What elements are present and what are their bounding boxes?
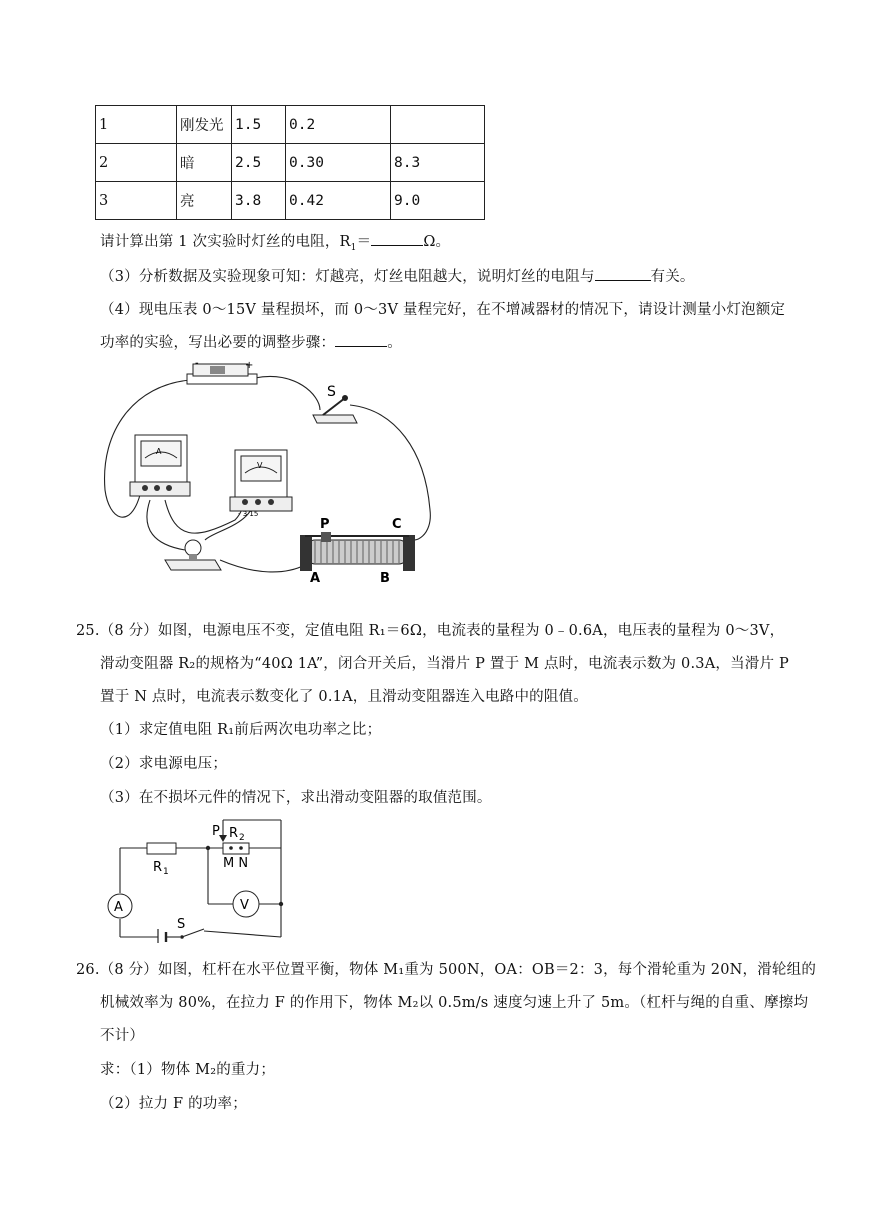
switch-label: S (177, 917, 186, 932)
circuit-diagram-q25 (100, 815, 300, 943)
q26-sub1: 求：（1）物体 M₂的重力； (100, 1062, 276, 1078)
table-row (96, 182, 485, 220)
q24-part4-line1: （4）现电压表 0～15V 量程损坏，而 0～3V 量程完好，在不增减器材的情况下，请设计测量小灯泡额定 (100, 302, 786, 318)
voltmeter-icon (230, 450, 292, 511)
q24-part3-text: （3）分析数据及实验现象可知：灯越亮，灯丝电阻越大，说明灯丝的电阻与 (100, 269, 595, 285)
q24-calc-text: 请计算出第 1 次实验时灯丝的电阻，R (100, 234, 351, 250)
ammeter-icon (130, 435, 190, 496)
terminal-b-label: B (380, 571, 390, 586)
lamp-icon (165, 540, 221, 570)
q24-part4-line2 (100, 331, 402, 352)
q24-part3-tail: 有关。 (650, 269, 695, 285)
terminal-c-label: C (392, 517, 402, 532)
table-cell: 8.3 (391, 144, 485, 182)
data-table (95, 105, 485, 220)
table-cell: 2.5 (232, 144, 286, 182)
q25-line2: 滑动变阻器 R₂的规格为“40Ω 1A”，闭合开关后，当滑片 P 置于 M 点时，电流表示数为 0.3A，当滑片 P (100, 656, 789, 672)
period: 。 (387, 335, 402, 351)
battery-minus-label: - (195, 360, 199, 369)
answer-blank (335, 332, 387, 347)
q25-sub3: （3）在不损坏元件的情况下，求出滑动变阻器的取值范围。 (100, 790, 492, 806)
table-cell: 0.30 (286, 144, 391, 182)
subscript: 1 (350, 242, 357, 253)
table-cell: 1 (96, 106, 177, 144)
table-row (96, 106, 485, 144)
rheostat-r2-icon (223, 843, 249, 854)
wire (350, 405, 430, 540)
q24-calc-line (100, 230, 450, 253)
q24-part3 (100, 265, 695, 286)
voltmeter-label: V (240, 898, 249, 913)
q24-part4-text: 功率的实验，写出必要的调整步骤： (100, 335, 336, 351)
table-cell: 1.5 (232, 106, 286, 144)
q26-sub2: （2）拉力 F 的功率； (100, 1096, 247, 1112)
slider-arrow-icon (219, 835, 227, 842)
table-cell: 0.42 (286, 182, 391, 220)
rheostat-icon (300, 532, 415, 571)
circuit-apparatus-figure (95, 360, 445, 595)
ammeter-label: A (156, 447, 162, 456)
table-cell: 2 (96, 144, 177, 182)
terminal-a-label: A (310, 571, 321, 586)
table-cell: 0.2 (286, 106, 391, 144)
voltmeter-label: V (257, 461, 263, 470)
r2-subscript: 2 (239, 833, 245, 843)
mn-label: M N (223, 856, 249, 871)
table-cell: 3 (96, 182, 177, 220)
table-cell: 9.0 (391, 182, 485, 220)
q25-sub1: （1）求定值电阻 R₁前后两次电功率之比； (100, 722, 382, 738)
table-cell (391, 106, 485, 144)
q25-line1: 25.（8 分）如图，电源电压不变，定值电阻 R₁＝6Ω，电流表的量程为 0﹣0.6A，电压表的量程为 0～3V， (76, 623, 785, 639)
voltmeter-terminals-label: - 3 15 (238, 510, 259, 518)
answer-blank (371, 231, 423, 246)
resistor-r1-icon (147, 843, 176, 854)
r1-subscript: 1 (163, 867, 169, 877)
q26-line3: 不计） (100, 1028, 145, 1044)
answer-blank (595, 266, 651, 281)
r1-label: R (153, 860, 163, 875)
slider-p-label: P (320, 517, 330, 532)
table-cell: 亮 (177, 182, 232, 220)
equals: ＝ (356, 234, 372, 250)
switch-label: S (327, 384, 336, 400)
q25-line3: 置于 N 点时，电流表示数变化了 0.1A，且滑动变阻器连入电路中的阻值。 (100, 689, 588, 705)
wire (255, 376, 320, 410)
unit-text: Ω。 (423, 234, 451, 250)
wire (220, 548, 311, 572)
wire (147, 500, 185, 550)
table-cell: 暗 (177, 144, 232, 182)
ammeter-label: A (114, 900, 123, 915)
table-row (96, 144, 485, 182)
q25-sub2: （2）求电源电压； (100, 756, 228, 772)
table-cell: 刚发光 (177, 106, 232, 144)
q26-line2: 机械效率为 80%，在拉力 F 的作用下，物体 M₂以 0.5m/s 速度匀速上升了 5m。（杠杆与绳的自重、摩擦均 (100, 995, 809, 1011)
table-cell: 3.8 (232, 182, 286, 220)
q26-line1: 26.（8 分）如图，杠杆在水平位置平衡，物体 M₁重为 500N，OA：OB＝2：3，每个滑轮重为 20N，滑轮组的 (76, 962, 817, 978)
slider-p-label: P (212, 824, 220, 839)
r2-label: R (229, 826, 239, 841)
battery-plus-label: + (245, 360, 254, 371)
